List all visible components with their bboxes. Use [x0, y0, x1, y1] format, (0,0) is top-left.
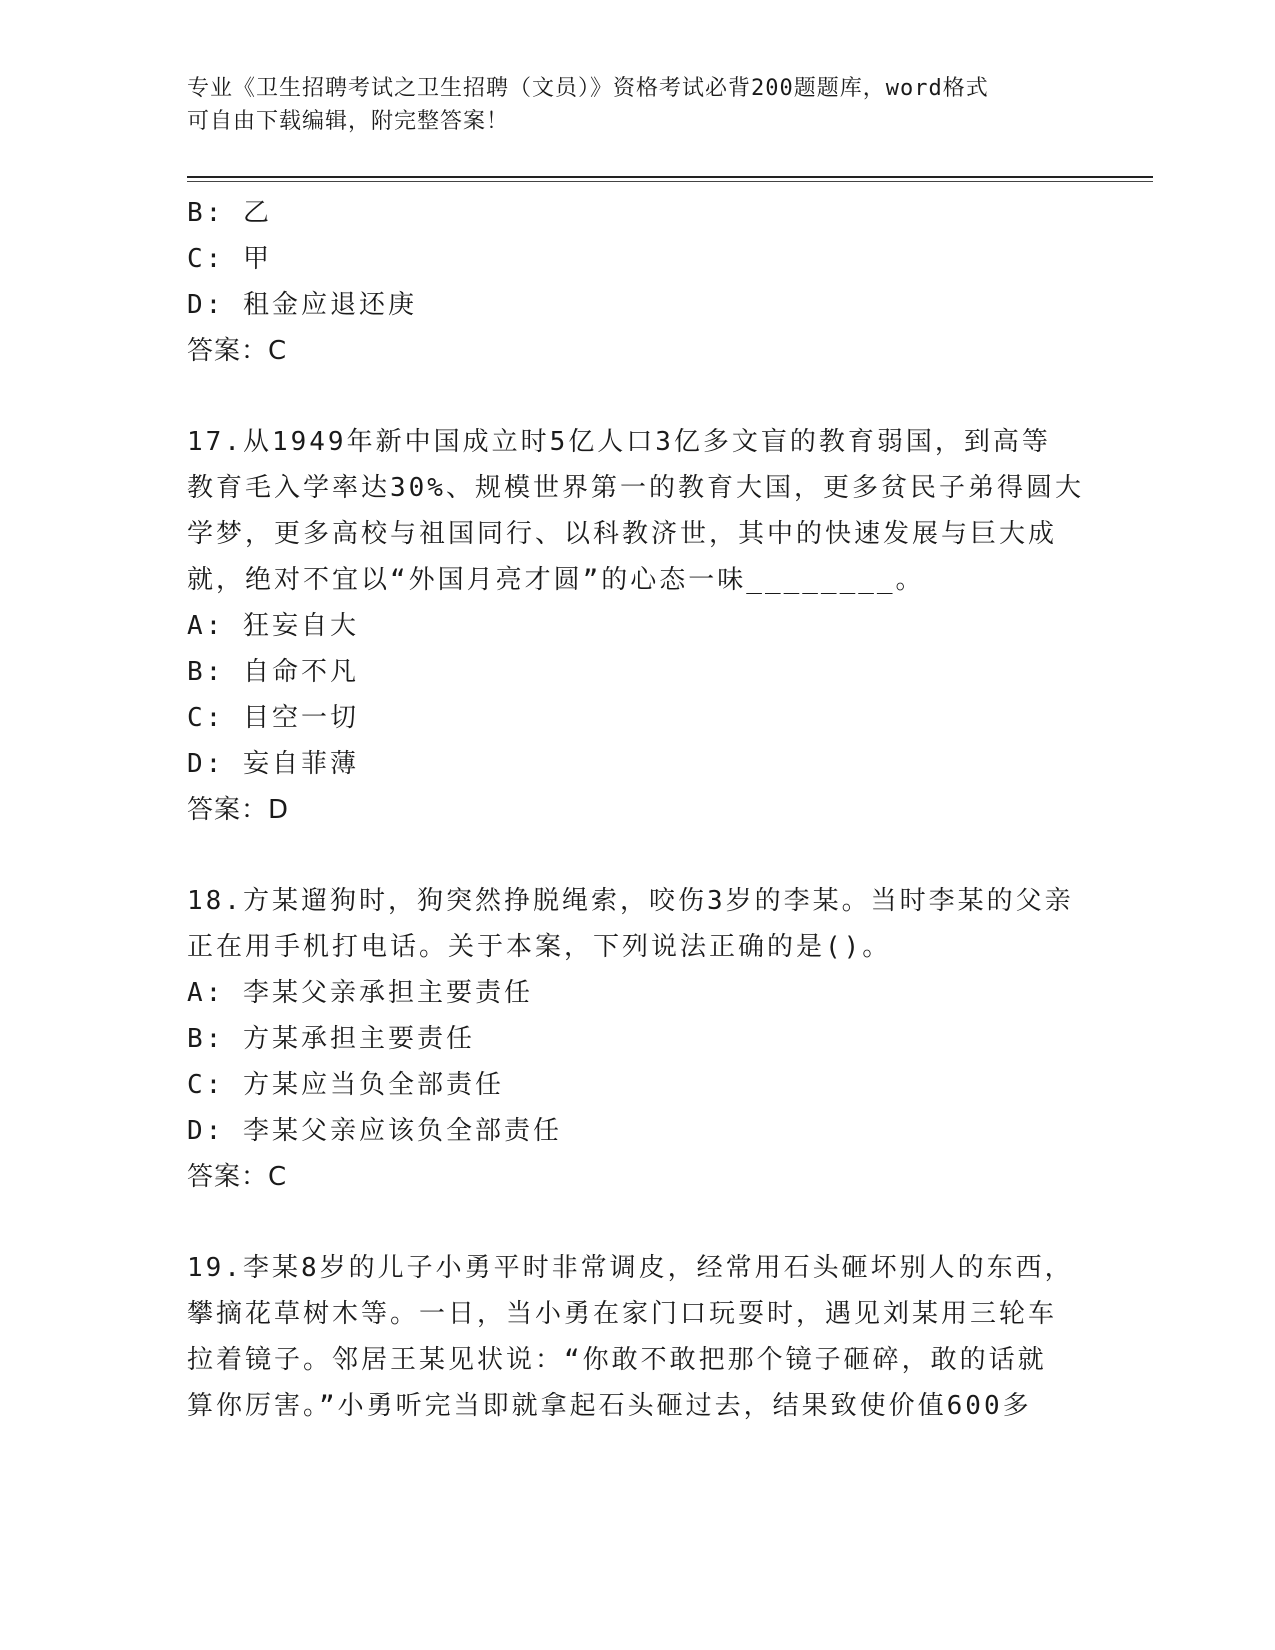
- question-text-line: 正在用手机打电话。关于本案，下列说法正确的是()。: [187, 932, 892, 962]
- option-d: D: 租金应退还庚: [187, 290, 417, 320]
- option-a: A: 狂妄自大: [187, 611, 359, 641]
- question-text-line: 拉着镜子。邻居王某见状说：“你敢不敢把那个镜子砸碎，敢的话就: [187, 1345, 1047, 1375]
- question-text-line: 学梦，更多高校与祖国同行、以科教济世，其中的快速发展与巨大成: [187, 519, 1058, 549]
- header-title-line-1: 专业《卫生招聘考试之卫生招聘（文员）》资格考试必背200题题库，word格式: [187, 76, 989, 101]
- question-17: [187, 419, 1087, 833]
- option-b: B: 方某承担主要责任: [187, 1024, 475, 1054]
- option-c: C: 目空一切: [187, 703, 359, 733]
- question-list: [187, 190, 1087, 1429]
- answer: 答案：D: [187, 795, 290, 825]
- spacer: [187, 374, 1087, 419]
- document-header: [187, 72, 1067, 138]
- question-18: [187, 878, 1087, 1200]
- question-19: [187, 1245, 1087, 1429]
- spacer: [187, 1200, 1087, 1245]
- header-divider-thick: [187, 176, 1153, 178]
- option-b: B: 乙: [187, 198, 272, 228]
- spacer: [187, 833, 1087, 878]
- option-d: D: 李某父亲应该负全部责任: [187, 1116, 562, 1146]
- option-b: B: 自命不凡: [187, 657, 359, 687]
- option-a: A: 李某父亲承担主要责任: [187, 978, 533, 1008]
- option-c: C: 方某应当负全部责任: [187, 1070, 504, 1100]
- question-text-line: 19.李某8岁的儿子小勇平时非常调皮，经常用石头砸坏别人的东西，: [187, 1253, 1074, 1283]
- option-d: D: 妄自菲薄: [187, 749, 359, 779]
- header-title-line-2: 可自由下载编辑，附完整答案！: [187, 109, 510, 134]
- answer: 答案：C: [187, 336, 288, 366]
- option-c: C: 甲: [187, 244, 272, 274]
- question-text-line: 攀摘花草树木等。一日，当小勇在家门口玩耍时，遇见刘某用三轮车: [187, 1299, 1058, 1329]
- answer: 答案：C: [187, 1162, 288, 1192]
- question-text-line: 17.从1949年新中国成立时5亿人口3亿多文盲的教育弱国，到高等: [187, 427, 1051, 457]
- question-text-line: 教育毛入学率达30%、规模世界第一的教育大国，更多贫民子弟得圆大: [187, 473, 1084, 503]
- header-divider-thin: [187, 181, 1153, 182]
- question-16: [187, 190, 1087, 374]
- question-text-line: 算你厉害。”小勇听完当即就拿起石头砸过去，结果致使价值600多: [187, 1391, 1032, 1421]
- question-text-line: 18.方某遛狗时，狗突然挣脱绳索，咬伤3岁的李某。当时李某的父亲: [187, 886, 1074, 916]
- question-text-line: 就，绝对不宜以“外国月亮才圆”的心态一味________。: [187, 565, 925, 595]
